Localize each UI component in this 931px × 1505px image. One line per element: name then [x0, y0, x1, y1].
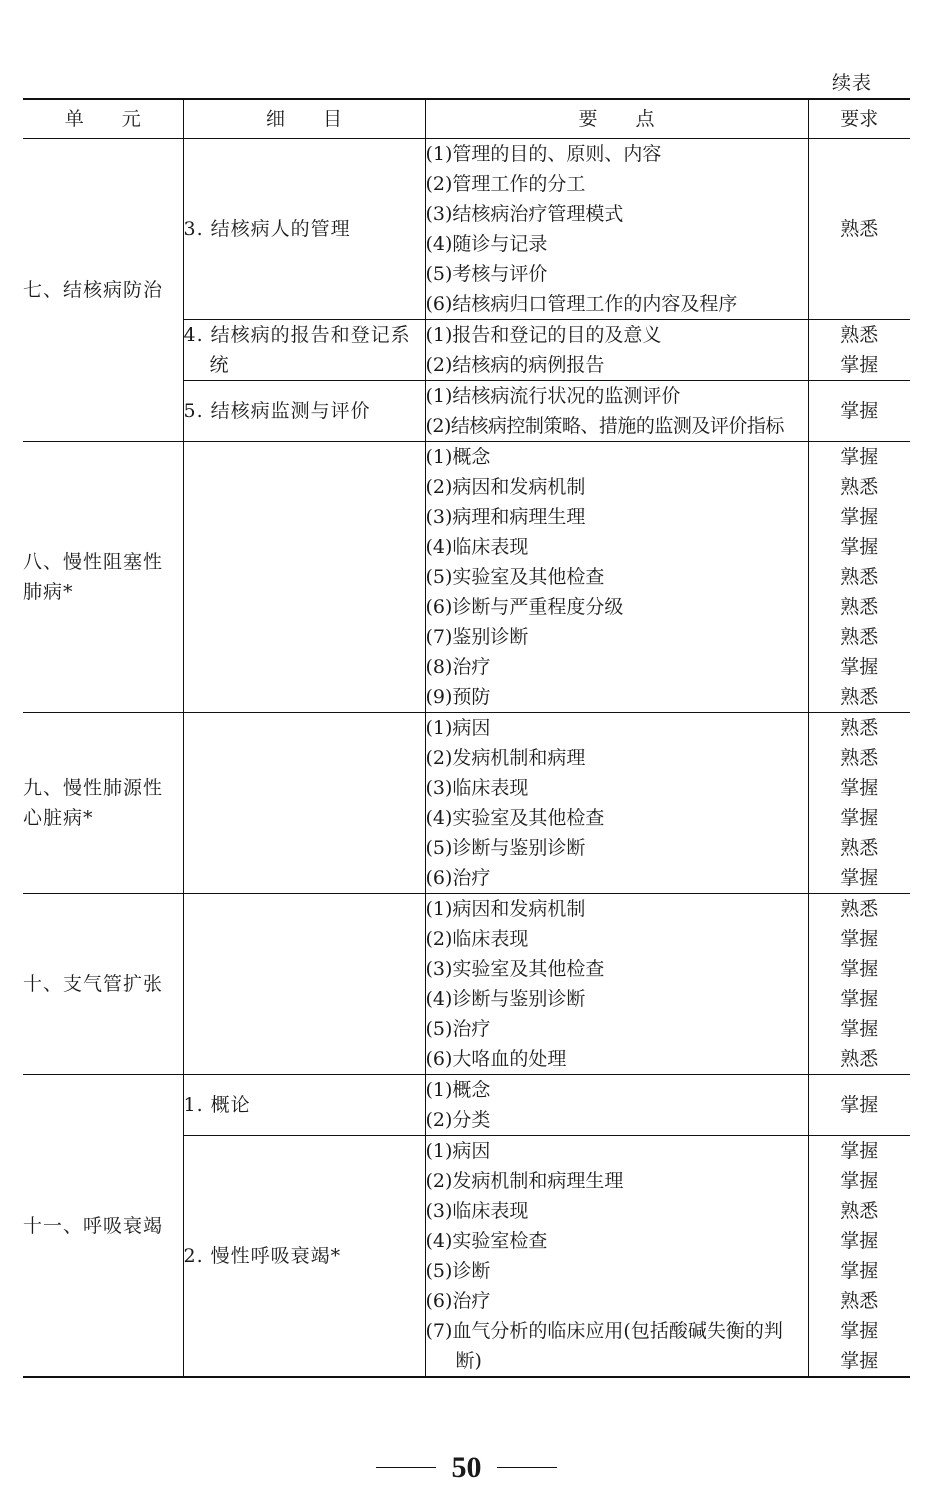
point-item: (2)病因和发病机制 [425, 476, 586, 498]
point-item: (5)诊断与鉴别诊断 [425, 837, 586, 859]
table-row [23, 894, 910, 1075]
detail-cell [183, 381, 425, 442]
point-item: (6)治疗 [425, 1290, 491, 1312]
table-row [23, 713, 910, 894]
page-number: 50 [451, 1451, 482, 1484]
requirement-item: 掌握 [840, 1140, 879, 1162]
point-item: (4)随诊与记录 [425, 233, 548, 255]
point-item: (6)诊断与严重程度分级 [425, 596, 624, 618]
requirement-item: 熟悉 [840, 898, 879, 920]
point-item: (6)治疗 [425, 867, 491, 889]
requirement-cell [808, 894, 910, 1075]
requirement-item: 掌握 [840, 1230, 879, 1252]
requirement-item: 熟悉 [840, 747, 879, 769]
point-item: (4)临床表现 [425, 536, 529, 558]
point-item: (5)治疗 [425, 1018, 491, 1040]
point-item: (2)结核病控制策略、措施的监测及评价指标 [425, 415, 784, 437]
header-points: 要 点 [425, 99, 808, 139]
point-item: (1)概念 [425, 1079, 491, 1101]
requirement-item: 熟悉 [840, 686, 879, 708]
point-item: (9)预防 [425, 686, 491, 708]
requirement-item: 熟悉 [840, 837, 879, 859]
table-row [23, 139, 910, 320]
points-cell [425, 381, 808, 442]
point-item: (2)结核病的病例报告 [425, 354, 605, 376]
point-item: (1)病因 [425, 717, 491, 739]
detail-cell [183, 1136, 425, 1378]
requirement-item: 熟悉 [840, 626, 879, 648]
point-item: (2)管理工作的分工 [425, 173, 586, 195]
points-cell [425, 139, 808, 320]
point-item: (8)治疗 [425, 656, 491, 678]
requirement-cell [808, 139, 910, 320]
footer-rule-right [497, 1467, 557, 1468]
point-item: (1)结核病流行状况的监测评价 [425, 385, 681, 407]
requirement-item: 掌握 [840, 777, 879, 799]
unit-name: 十、支气管扩张 [23, 894, 183, 1075]
requirement-item: 熟悉 [840, 324, 879, 346]
point-item: (3)实验室及其他检查 [425, 958, 605, 980]
requirement-item: 熟悉 [840, 596, 879, 618]
points-cell [425, 320, 808, 381]
points-cell [425, 894, 808, 1075]
point-item: (3)临床表现 [425, 777, 529, 799]
requirement-item: 掌握 [840, 867, 879, 889]
detail-cell [183, 713, 425, 894]
requirement-item: 掌握 [840, 446, 879, 468]
point-item: (6)结核病归口管理工作的内容及程序 [425, 293, 738, 315]
point-item: (1)报告和登记的目的及意义 [425, 324, 662, 346]
requirement-item: 熟悉 [840, 566, 879, 588]
point-item: (5)考核与评价 [425, 263, 548, 285]
point-item: (6)大咯血的处理 [425, 1048, 567, 1070]
point-item: (3)病理和病理生理 [425, 506, 586, 528]
header-row [23, 99, 910, 139]
detail-cell [183, 1075, 425, 1136]
detail-cell [183, 442, 425, 713]
detail-text: 5. 结核病监测与评价 [183, 400, 371, 422]
header-detail: 细 目 [183, 99, 425, 139]
point-item: (1)病因和发病机制 [425, 898, 586, 920]
points-cell [425, 1075, 808, 1136]
points-cell [425, 1136, 808, 1378]
unit-name: 九、慢性肺源性心脏病* [23, 713, 183, 894]
unit-name: 八、慢性阻塞性肺病* [23, 442, 183, 713]
detail-text: 3. 结核病人的管理 [183, 218, 351, 240]
detail-cell [183, 320, 425, 381]
point-item: (7)鉴别诊断 [425, 626, 529, 648]
point-item: (2)临床表现 [425, 928, 529, 950]
detail-cell [183, 894, 425, 1075]
point-item: (3)结核病治疗管理模式 [425, 203, 624, 225]
point-item: (2)发病机制和病理生理 [425, 1170, 624, 1192]
requirement-item: 熟悉 [840, 476, 879, 498]
point-item: (7)血气分析的临床应用(包括酸碱失衡的判断) [425, 1320, 783, 1372]
point-item: (2)发病机制和病理 [425, 747, 586, 769]
requirement-cell [808, 320, 910, 381]
requirement-item: 掌握 [840, 656, 879, 678]
requirement-item: 熟悉 [840, 1048, 879, 1070]
requirement-item: 掌握 [840, 928, 879, 950]
requirement-item: 掌握 [840, 536, 879, 558]
point-item: (4)实验室检查 [425, 1230, 548, 1252]
requirement-cell [808, 1136, 910, 1378]
requirement-item: 掌握 [840, 1260, 879, 1282]
requirement-item: 掌握 [840, 1350, 879, 1372]
requirement-item: 掌握 [840, 354, 879, 376]
syllabus-table [23, 98, 910, 1378]
requirement-item: 掌握 [840, 1018, 879, 1040]
page-footer [0, 1448, 931, 1488]
requirement-item: 掌握 [840, 1170, 879, 1192]
requirement-item: 掌握 [840, 988, 879, 1010]
point-item: (3)临床表现 [425, 1200, 529, 1222]
point-item: (1)概念 [425, 446, 491, 468]
requirement-item: 熟悉 [840, 1200, 879, 1222]
table-row [23, 1075, 910, 1136]
unit-name: 七、结核病防治 [23, 139, 183, 442]
point-item: (1)管理的目的、原则、内容 [425, 143, 662, 165]
requirement-item: 熟悉 [840, 218, 879, 240]
detail-cell [183, 139, 425, 320]
requirement-item: 掌握 [840, 958, 879, 980]
detail-text: 1. 概论 [183, 1094, 251, 1116]
point-item: (4)诊断与鉴别诊断 [425, 988, 586, 1010]
requirement-cell [808, 1075, 910, 1136]
point-item: (2)分类 [425, 1109, 491, 1131]
table-row [23, 442, 910, 713]
continued-label: 续表 [832, 72, 873, 94]
point-item: (4)实验室及其他检查 [425, 807, 605, 829]
detail-text: 4. 结核病的报告和登记系统 [183, 324, 411, 376]
header-requirement: 要求 [808, 99, 910, 139]
unit-name: 十一、呼吸衰竭 [23, 1075, 183, 1378]
requirement-item: 熟悉 [840, 717, 879, 739]
requirement-cell [808, 442, 910, 713]
requirement-cell [808, 381, 910, 442]
footer-rule-left [376, 1467, 436, 1468]
requirement-item: 掌握 [840, 1320, 879, 1342]
requirement-item: 熟悉 [840, 1290, 879, 1312]
requirement-item: 掌握 [840, 807, 879, 829]
requirement-item: 掌握 [840, 1094, 879, 1116]
point-item: (5)实验室及其他检查 [425, 566, 605, 588]
requirement-item: 掌握 [840, 400, 879, 422]
points-cell [425, 442, 808, 713]
requirement-cell [808, 713, 910, 894]
requirement-item: 掌握 [840, 506, 879, 528]
point-item: (1)病因 [425, 1140, 491, 1162]
points-cell [425, 713, 808, 894]
header-unit: 单 元 [23, 99, 183, 139]
detail-text: 2. 慢性呼吸衰竭* [183, 1245, 342, 1267]
point-item: (5)诊断 [425, 1260, 491, 1282]
